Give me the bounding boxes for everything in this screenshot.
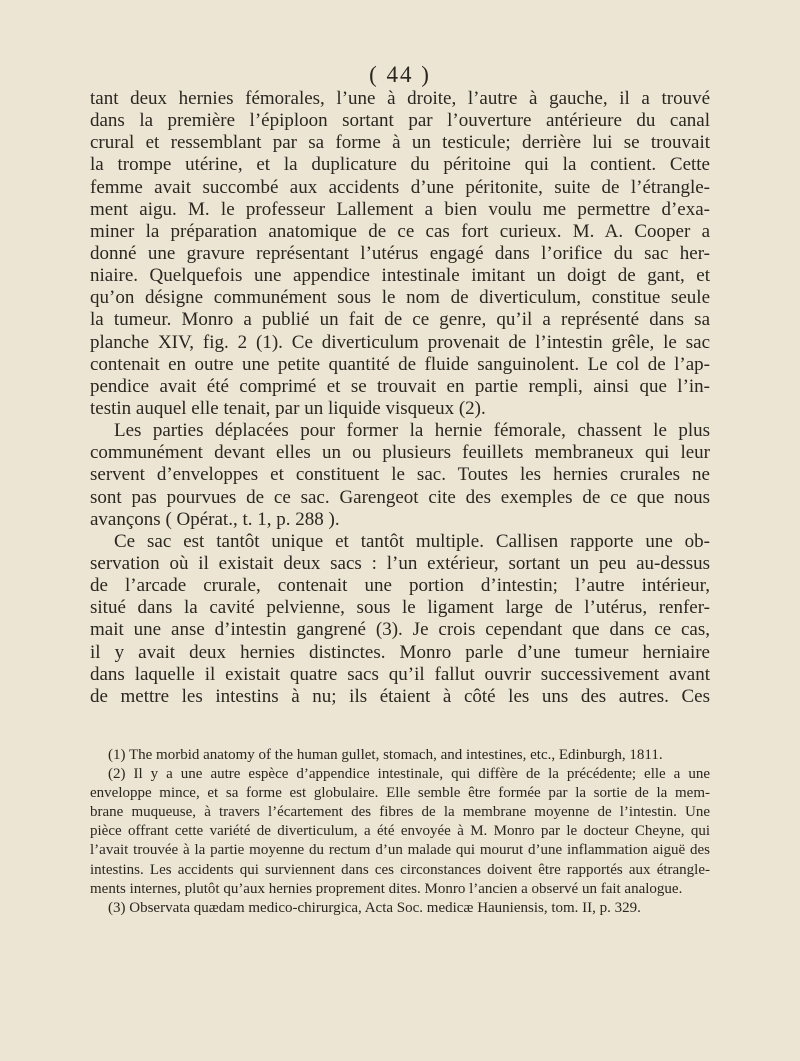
text-line: de l’arcade crurale, contenait une portion d’intestin; l’autre intérieur, xyxy=(90,575,710,597)
text-line: la trompe utérine, et la duplicature du péritoine qui la contient. Cette xyxy=(90,154,710,176)
text-line: servation où il existait deux sacs : l’un extérieur, sortant un peu au-dessus xyxy=(90,552,710,574)
text-line: dans laquelle il existait quatre sacs qu’il fallut ouvrir successivement avant xyxy=(90,663,710,685)
text-line: qu’on désigne communément sous le nom de diverticulum, constitue seule xyxy=(90,287,710,309)
text-line: femme avait succombé aux accidents d’une péritonite, suite de l’étrangle- xyxy=(90,176,710,198)
text-line: la tumeur. Monro a publié un fait de ce genre, qu’il a représenté dans sa xyxy=(90,309,710,331)
footnote-line: brane muqueuse, à travers l’écartement des fibres de la membrane moyenne de l’intestin. Une xyxy=(90,804,710,821)
text-line: Les parties déplacées pour former la hernie fémorale, chassent le plus xyxy=(114,420,710,442)
text-line: sont pas pourvues de ce sac. Garengeot cite des exemples de ce que nous xyxy=(90,486,710,508)
footnote-line: ments internes, plutôt qu’aux hernies proprement dites. Monro l’ancien a observé un fait analogue. xyxy=(90,880,683,897)
text-line: miner la préparation anatomique de ce cas fort curieux. M. A. Cooper a xyxy=(90,220,710,242)
text-line: servent d’enveloppes et constituent le sac. Toutes les hernies crurales ne xyxy=(90,464,710,486)
text-line: communément devant elles un ou plusieurs feuillets membraneux qui leur xyxy=(90,442,710,464)
text-line: tant deux hernies fémorales, l’une à droite, l’autre à gauche, il a trouvé xyxy=(90,88,710,109)
text-line: mait une anse d’intestin gangrené (3). Je crois cependant que dans ce cas, xyxy=(90,619,710,641)
text-line: donné une gravure représentant l’utérus engagé dans l’orifice du sac her- xyxy=(90,242,710,264)
footnotes xyxy=(90,746,710,918)
text-line: niaire. Quelquefois une appendice intestinale imitant un doigt de gant, et xyxy=(90,265,710,287)
text-line: avançons ( Opérat., t. 1, p. 288 ). xyxy=(90,508,340,530)
text-line: Ce sac est tantôt unique et tantôt multiple. Callisen rapporte une ob- xyxy=(114,530,710,552)
text-line: situé dans la cavité pelvienne, sous le ligament large de l’utérus, renfer- xyxy=(90,597,710,619)
main-text xyxy=(90,88,710,708)
footnote-line: enveloppe mince, et sa forme est globulaire. Elle semble être formée par la sortie de la mem- xyxy=(90,785,710,802)
text-line: ment aigu. M. le professeur Lallement a bien voulu me permettre d’exa- xyxy=(90,198,710,220)
page-number: ( 44 ) xyxy=(369,62,431,87)
text-line: planche XIV, fig. 2 (1). Ce diverticulum provenait de l’intestin grêle, le sac xyxy=(90,331,710,353)
text-line: il y avait deux hernies distinctes. Monro parle d’une tumeur herniaire xyxy=(90,641,710,663)
text-line: crural et ressemblant par sa forme à un testicule; derrière lui se trouvait xyxy=(90,132,710,154)
footnote-line: pièce offrant cette variété de diverticulum, a été envoyée à M. Monro par le docteur Cheyne, qui xyxy=(90,823,710,840)
footnote-line: intestins. Les accidents qui surviennent dans ces circonstances doivent être rapportés aux étrangle- xyxy=(90,861,710,878)
text-line: testin auquel elle tenait, par un liquide visqueux (2). xyxy=(90,397,486,419)
footnote-line: (1) The morbid anatomy of the human gullet, stomach, and intestines, etc., Edinburgh, 1811. xyxy=(108,747,663,763)
footnote-line: (3) Observata quædam medico-chirurgica, Acta Soc. medicæ Hauniensis, tom. II, p. 329. xyxy=(108,899,641,916)
text-line: pendice avait été comprimé et se trouvait en partie rempli, ainsi que l’in- xyxy=(90,375,710,397)
text-line: dans la première l’épiploon sortant par l’ouverture antérieure du canal xyxy=(90,110,710,132)
text-line: contenait en outre une petite quantité de fluide sanguinolent. Le col de l’ap- xyxy=(90,353,710,375)
footnote-line: l’avait trouvée à la partie moyenne du rectum d’un malade qui mourut d’une inflammation aiguë des xyxy=(90,842,710,859)
text-line: de mettre les intestins à nu; ils étaient à côté les uns des autres. Ces xyxy=(90,685,710,707)
footnote-line: (2) Il y a une autre espèce d’appendice intestinale, qui diffère de la précédente; elle a une xyxy=(108,766,710,783)
